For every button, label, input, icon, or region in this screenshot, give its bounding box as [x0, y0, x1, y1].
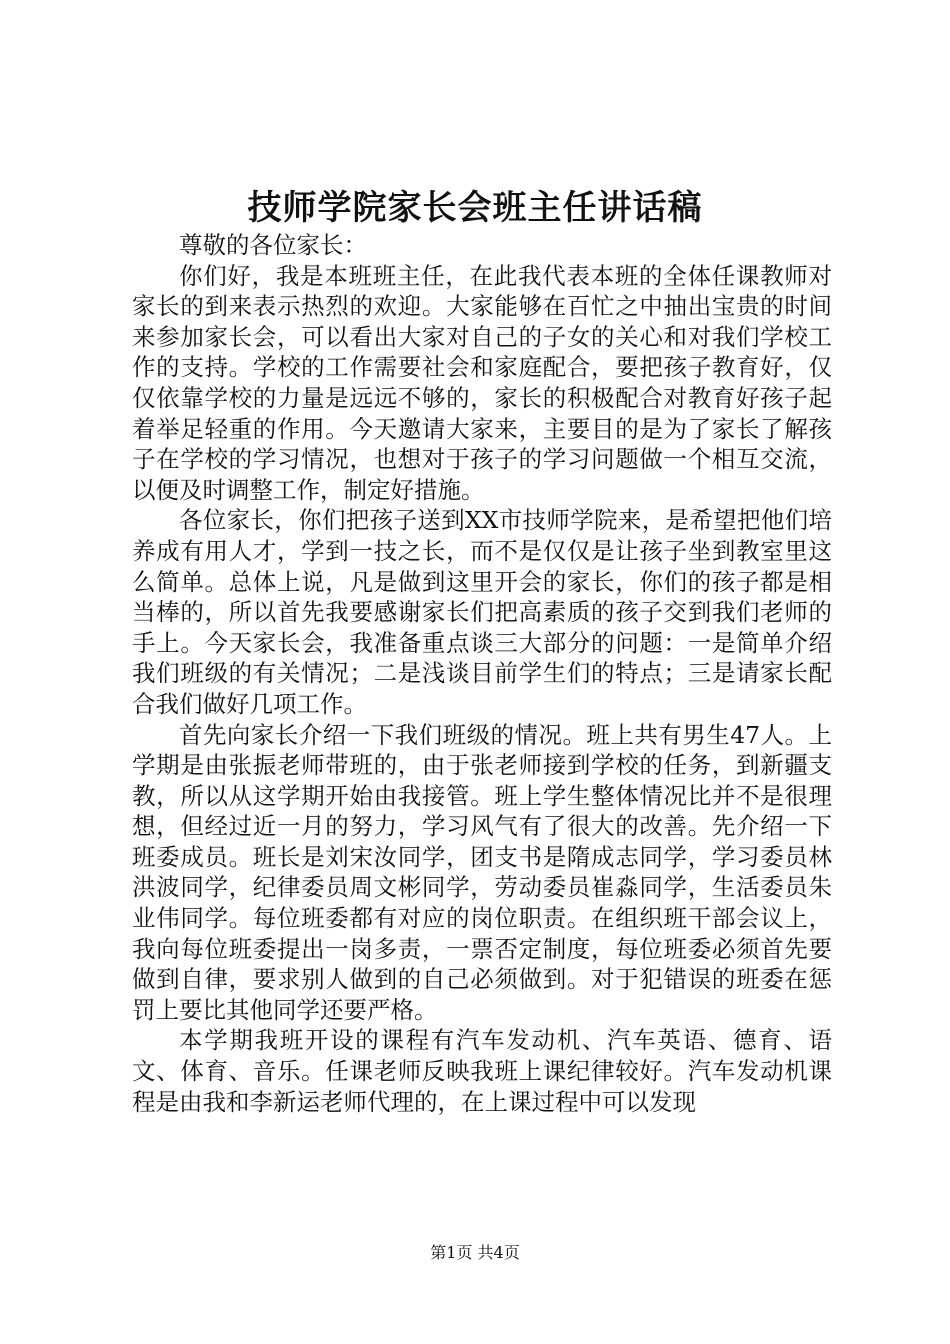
paragraph: 各位家长，你们把孩子送到XX市技师学院来，是希望把他们培养成有用人才，学到一技之长，而不是仅仅是让孩子坐到教室里这么简单。总体上说，凡是做到这里开会的家长，你们的孩子都是相当棒的，所以首先我要感谢家长们把高素质的孩子交到我们老师的手上。今天家长会，我准备重点谈三大部分的问题：一是简单介绍我们班级的有关情况；二是浅谈目前学生们的特点；三是请家长配合我们做好几项工作。: [132, 506, 832, 718]
document-body: [132, 230, 832, 1117]
page-number-footer: 第1页 共4页: [430, 1243, 520, 1262]
paragraph: 你们好，我是本班班主任，在此我代表本班的全体任课教师对家长的到来表示热烈的欢迎。大家能够在百忙之中抽出宝贵的时间来参加家长会，可以看出大家对自己的子女的关心和对我们学校工作的支持。学校的工作需要社会和家庭配合，要把孩子教育好，仅仅依靠学校的力量是远远不够的，家长的积极配合对教育好孩子起着举足轻重的作用。今天邀请大家来，主要目的是为了家长了解孩子在学校的学习情况，也想对于孩子的学习问题做一个相互交流，以便及时调整工作，制定好措施。: [132, 261, 832, 504]
paragraph: 本学期我班开设的课程有汽车发动机、汽车英语、德育、语文、体育、音乐。任课老师反映我班上课纪律较好。汽车发动机课程是由我和李新运老师代理的，在上课过程中可以发现: [132, 1026, 832, 1116]
document-title: 技师学院家长会班主任讲话稿: [247, 188, 703, 228]
salutation: 尊敬的各位家长：: [179, 231, 367, 259]
paragraph: 首先向家长介绍一下我们班级的情况。班上共有男生47人。上学期是由张振老师带班的，由于张老师接到学校的任务，到新疆支教，所以从这学期开始由我接管。班上学生整体情况比并不是很理想，但经过近一月的努力，学习风气有了很大的改善。先介绍一下班委成员。班长是刘宋汝同学，团支书是隋成志同学，学习委员林洪波同学，纪律委员周文彬同学，劳动委员崔淼同学，生活委员朱业伟同学。每位班委都有对应的岗位职责。在组织班干部会议上，我向每位班委提出一岗多责，一票否定制度，每位班委必须首先要做到自律，要求别人做到的自己必须做到。对于犯错误的班委在惩罚上要比其他同学还要严格。: [132, 720, 832, 1024]
